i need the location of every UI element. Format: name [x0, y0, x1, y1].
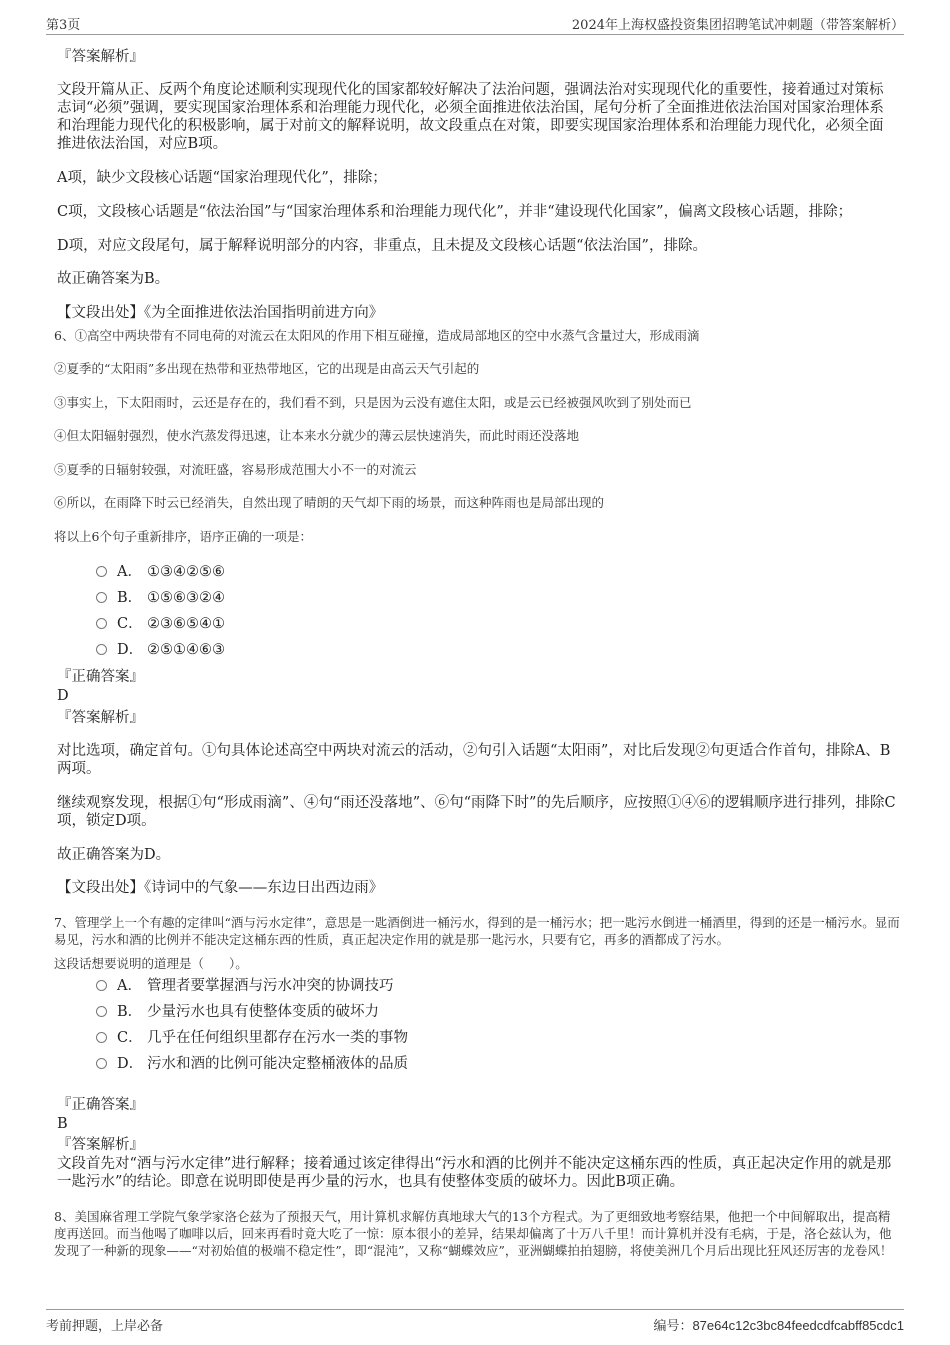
radio-icon[interactable] — [96, 644, 107, 655]
radio-icon[interactable] — [96, 618, 107, 629]
q6-analysis-paragraph-1: 对比选项，确定首句。①句具体论述高空中两块对流云的活动，②句引入话题“太阳雨”，对比后发现②句更适合作首句，排除A、B两项。 — [57, 743, 891, 777]
q7-option-d[interactable]: D． 污水和酒的比例可能决定整桶液体的品质 — [96, 1055, 408, 1073]
q6-sentence-6: ⑥所以，在雨降下时云已经消失，自然出现了晴朗的天气却下雨的场景，而这种阵雨也是局部出现的 — [54, 495, 605, 510]
footer-code — [653, 1315, 904, 1334]
footer-code-value: 87e64c12c3bc84feedcdfcabff85cdc1 — [692, 1318, 904, 1333]
q6-answer: D — [57, 688, 69, 704]
q6-sentence-5: ⑤夏季的日辐射较强，对流旺盛，容易形成范围大小不一的对流云 — [54, 462, 417, 477]
q6-option-b[interactable]: B． ①⑤⑥③②④ — [96, 589, 225, 607]
radio-icon[interactable] — [96, 592, 107, 603]
q5-analysis-paragraph: 文段开篇从正、反两个角度论述顺利实现现代化的国家都较好解决了法治问题，强调法治对实现现代化的重要性，接着通过对策标志词“必须”强调，要实现国家治理体系和治理能力现代化，必须全面推进依法治国，尾句分析了全面推进依法治国对国家治理体系和治理能力现代化的积极影响，属于对前文的解释说明，故文段重点在对策，即要实现国家治理体系和治理能力现代化，必须全面推进依法治国，对应B项。 — [57, 82, 884, 152]
radio-icon[interactable] — [96, 980, 107, 991]
q6-prompt: 将以上6个句子重新排序，语序正确的一项是： — [54, 529, 312, 544]
q5-conclusion: 故正确答案为B。 — [57, 271, 170, 287]
q5-source: 【文段出处】《为全面推进依法治国指明前进方向》 — [57, 305, 384, 321]
radio-icon[interactable] — [96, 1006, 107, 1017]
q6-option-c[interactable]: C． ②③⑥⑤④① — [96, 615, 225, 633]
q6-option-d[interactable]: D． ②⑤①④⑥③ — [96, 641, 225, 659]
q5-analysis-label: 『答案解析』 — [57, 49, 144, 65]
q6-sentence-2: ②夏季的“太阳雨”多出现在热带和亚热带地区，它的出现是由高云天气引起的 — [54, 361, 480, 376]
q6-option-a[interactable]: A． ①③④②⑤⑥ — [96, 563, 225, 581]
q7-answer: B — [57, 1116, 68, 1132]
q6-sentence-4: ④但太阳辐射强烈，使水汽蒸发得迅速，让本来水分就少的薄云层快速消失，而此时雨还没落地 — [54, 428, 580, 443]
page-footer — [46, 1309, 904, 1334]
q7-option-b[interactable]: B． 少量污水也具有使整体变质的破坏力 — [96, 1003, 379, 1021]
q6-conclusion: 故正确答案为D。 — [57, 847, 171, 863]
q7-answer-label: 『正确答案』 — [57, 1097, 144, 1113]
q6-answer-label: 『正确答案』 — [57, 669, 144, 685]
q7-stem: 7、管理学上一个有趣的定律叫“酒与污水定律”，意思是一匙酒倒进一桶污水，得到的是一桶污水；把一匙污水倒进一桶酒里，得到的还是一桶污水。显而易见，污水和酒的比例并不能决定这桶东西的性质，真正起决定作用的就是那一匙污水，只要有它，再多的酒都成了污水。 — [54, 915, 900, 947]
q6-source: 【文段出处】《诗词中的气象——东边日出西边雨》 — [57, 880, 384, 896]
q6-sentence-3: ③事实上，下太阳雨时，云还是存在的，我们看不到，只是因为云没有遮住太阳，或是云已经被强风吹到了别处而已 — [54, 395, 692, 410]
radio-icon[interactable] — [96, 566, 107, 577]
document-title: 2024年上海权盛投资集团招聘笔试冲刺题（带答案解析） — [571, 18, 904, 33]
page-header — [46, 10, 904, 35]
q5-analysis-option-d: D项，对应文段尾句，属于解释说明部分的内容，非重点，且未提及文段核心话题“依法治国”，排除。 — [57, 238, 707, 254]
q5-analysis-option-a: A项，缺少文段核心话题“国家治理现代化”，排除； — [57, 170, 387, 186]
q6-sentence-1: 6、①高空中两块带有不同电荷的对流云在太阳风的作用下相互碰撞，造成局部地区的空中水蒸气含量过大，形成雨滴 — [54, 328, 700, 343]
q7-option-a[interactable]: A． 管理者要掌握酒与污水冲突的协调技巧 — [96, 977, 394, 995]
q7-analysis: 文段首先对“酒与污水定律”进行解释；接着通过该定律得出“污水和酒的比例并不能决定这桶东西的性质，真正起决定作用的就是那一匙污水”的结论。即意在说明即使是再少量的污水，也具有使整体变质的破坏力。因此B项正确。 — [57, 1156, 892, 1190]
q7-prompt: 这段话想要说明的道理是（ ）。 — [54, 956, 248, 971]
q7-option-c[interactable]: C． 几乎在任何组织里都存在污水一类的事物 — [96, 1029, 408, 1047]
radio-icon[interactable] — [96, 1032, 107, 1043]
page-number: 第3页 — [46, 18, 81, 33]
q7-analysis-label: 『答案解析』 — [57, 1137, 144, 1153]
radio-icon[interactable] — [96, 1058, 107, 1069]
q5-analysis-option-c: C项，文段核心话题是“依法治国”与“国家治理体系和治理能力现代化”，并非“建设现代化国家”，偏离文段核心话题，排除； — [57, 204, 853, 220]
footer-slogan: 考前押题，上岸必备 — [46, 1319, 164, 1334]
q6-analysis-paragraph-2: 继续观察发现，根据①句“形成雨滴”、④句“雨还没落地”、⑥句“雨降下时”的先后顺序，应按照①④⑥的逻辑顺序进行排列，排除C项，锁定D项。 — [57, 795, 896, 829]
footer-code-label: 编号： — [653, 1318, 693, 1333]
q6-analysis-label: 『答案解析』 — [57, 710, 144, 726]
q8-stem: 8、美国麻省理工学院气象学家洛仑兹为了预报天气，用计算机求解仿真地球大气的13个方程式。为了更细致地考察结果，他把一个中间解取出，提高精度再送回。而当他喝了咖啡以后，回来再看时竟大吃了一惊：原本很小的差异，结果却偏离了十万八千里！而计算机并没有毛病，于是，洛仑兹认为，他发现了一种新的现象——“对初始值的极端不稳定性”，即“混沌”，又称“蝴蝶效应”，亚洲蝴蝶拍拍翅膀，将使美洲几个月后出现比狂风还厉害的龙卷风！ — [54, 1209, 893, 1258]
